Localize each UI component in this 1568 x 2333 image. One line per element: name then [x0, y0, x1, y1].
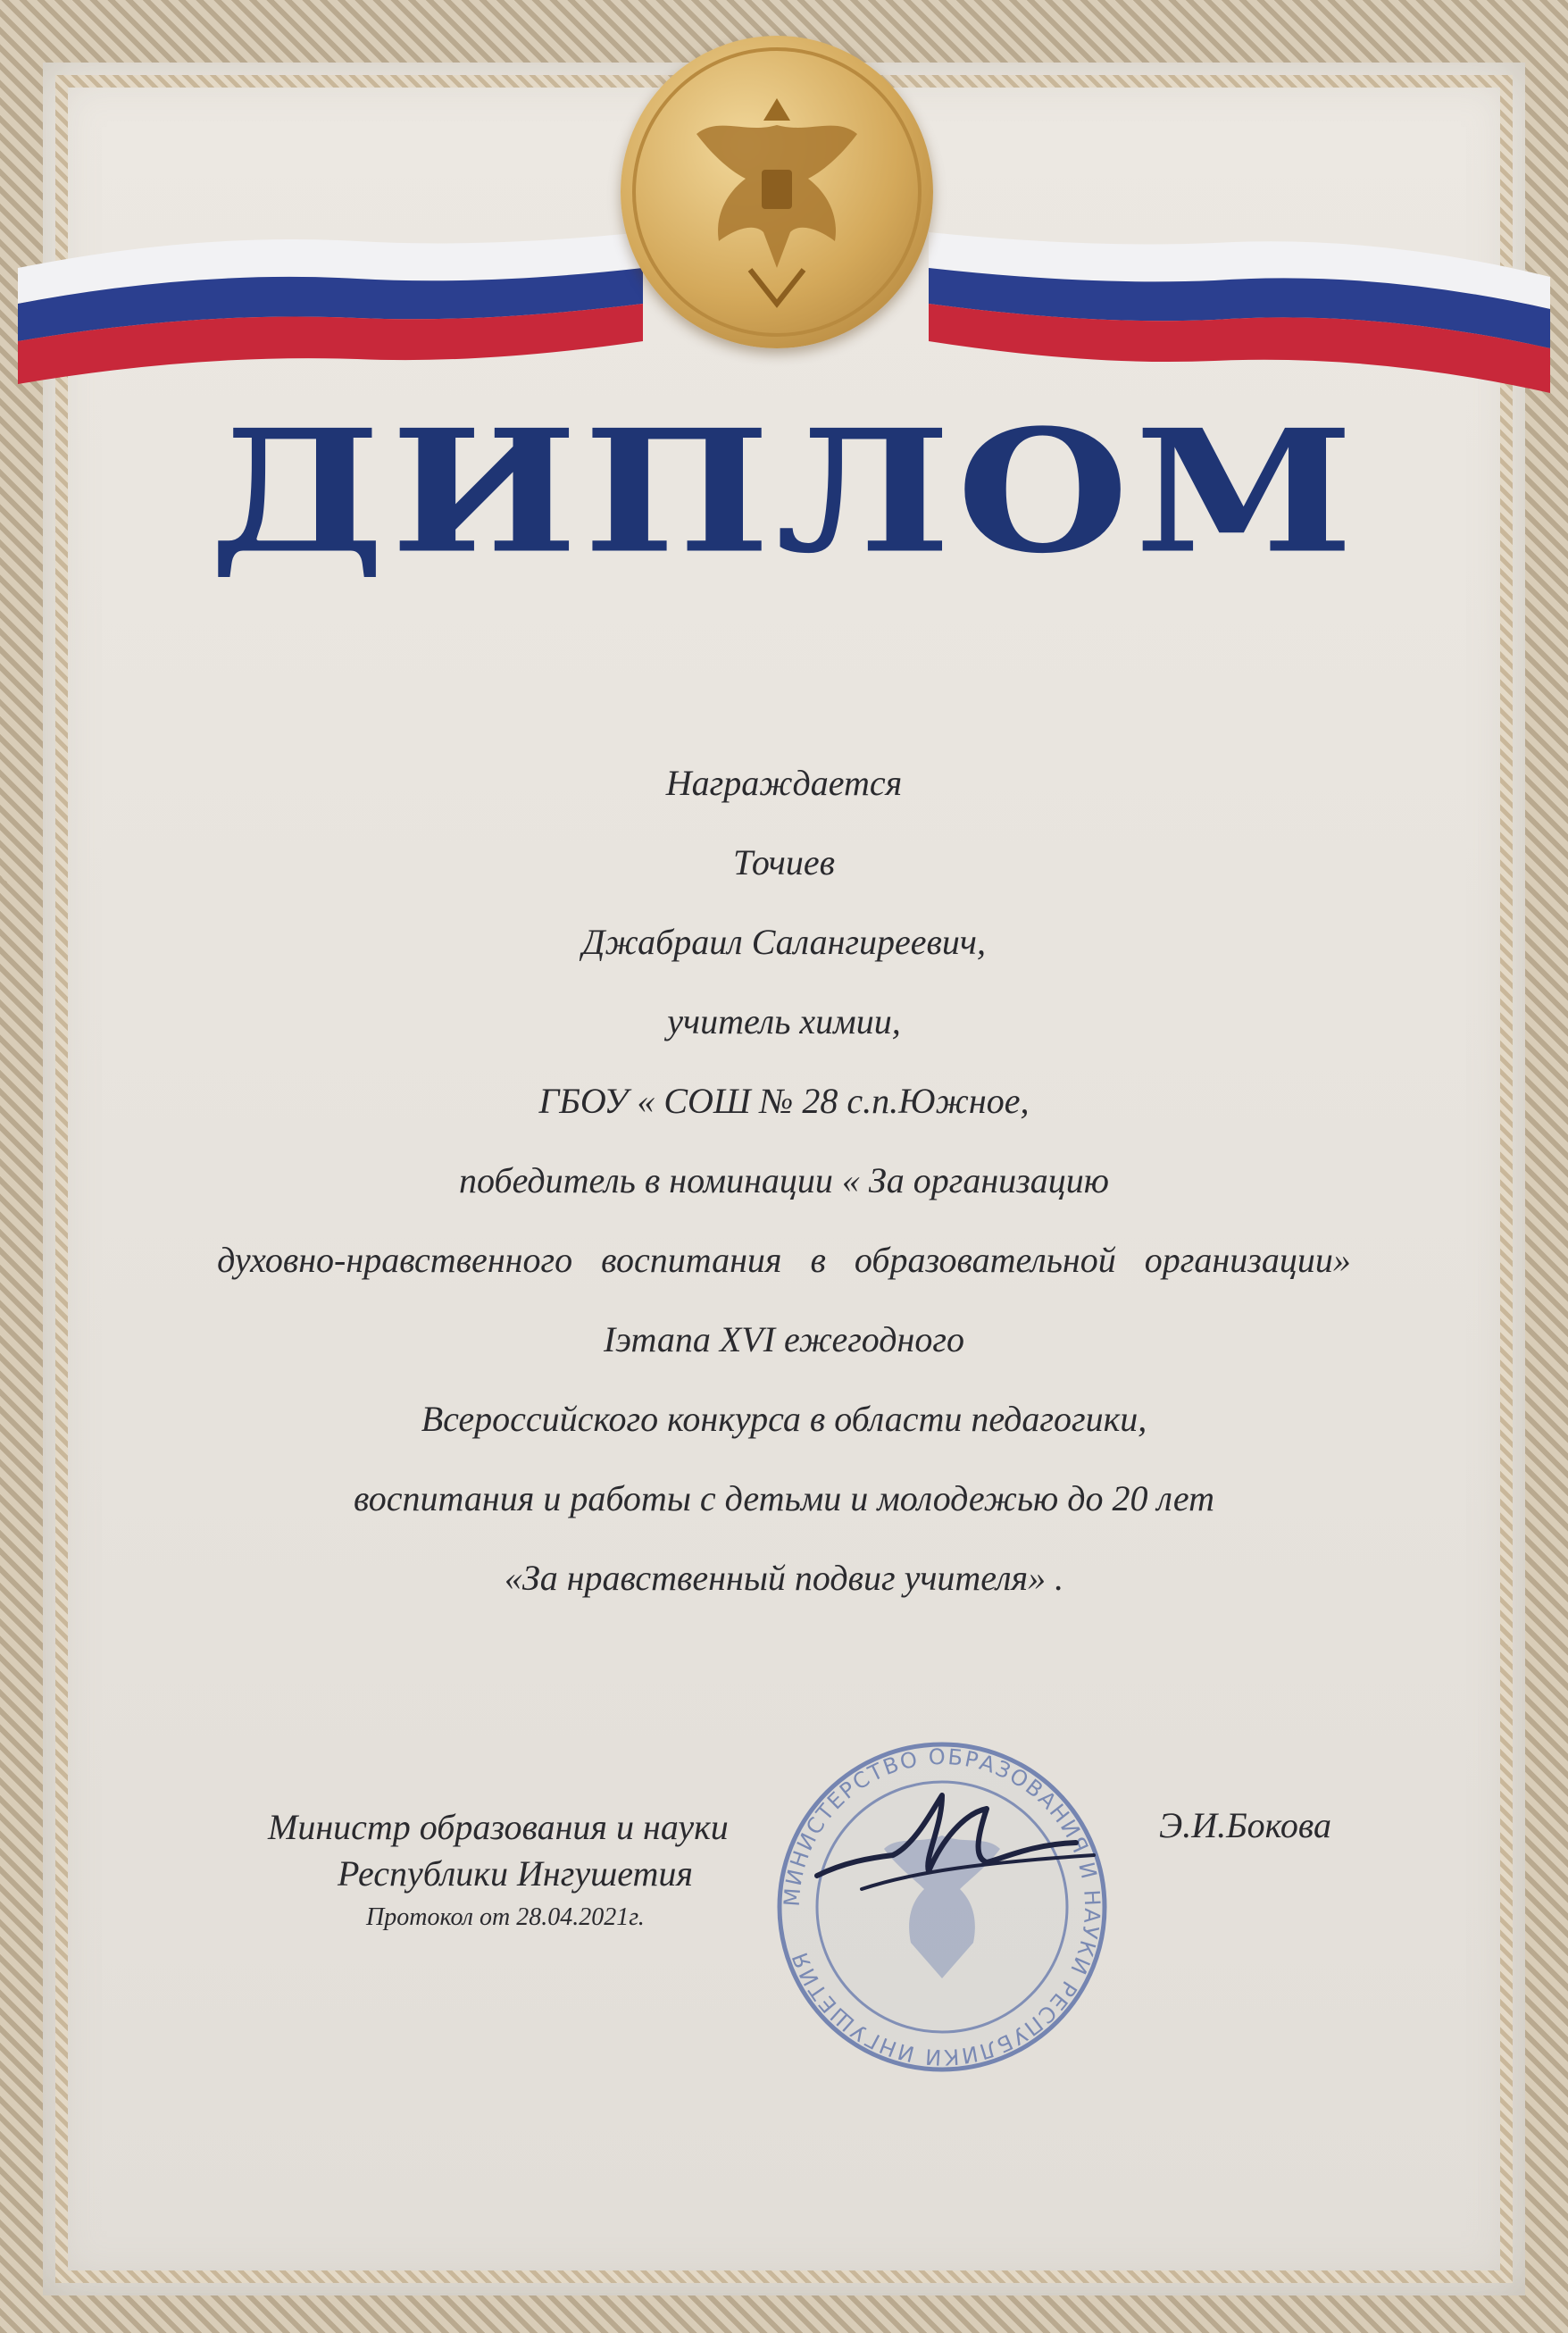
signatory-role-line-2: Республики Ингушетия — [338, 1853, 693, 1894]
protocol-date: Протокол от 28.04.2021г. — [366, 1903, 645, 1931]
recipient-position: учитель химии, — [667, 1001, 901, 1041]
double-headed-eagle-icon — [621, 36, 933, 348]
recipient-surname: Точиев — [733, 842, 835, 882]
signatory-name: Э.И.Бокова — [1159, 1805, 1331, 1845]
certificate-title: ДИПЛОМ — [208, 393, 1360, 591]
handwritten-signature — [808, 1773, 1103, 1907]
signatory-block — [268, 1804, 822, 1938]
contest-name-3: «За нравственный подвиг учителя» . — [504, 1558, 1064, 1598]
contest-name-1: Всероссийского конкурса в области педагогики, — [421, 1399, 1147, 1439]
certificate-body — [107, 743, 1461, 1618]
state-emblem — [621, 36, 933, 348]
award-intro: Награждается — [665, 763, 903, 803]
nomination-line-2: духовно-нравственного воспитания в образовательной организации» — [217, 1240, 1351, 1280]
contest-name-2: воспитания и работы с детьми и молодежью до 20 лет — [353, 1478, 1215, 1518]
signatory-role-line-1: Министр образования и науки — [268, 1807, 729, 1847]
recipient-name: Джабраил Салангиреевич, — [582, 922, 986, 962]
seal-text: МИНИСТЕРСТВО ОБРАЗОВАНИЯ И НАУКИ РЕСПУБЛИКИ ИНГУШЕТИЯ — [779, 1743, 1105, 2070]
recipient-school: ГБОУ « СОШ № 28 с.п.Южное, — [538, 1081, 1030, 1121]
contest-stage: Iэтапа XVI ежегодного — [604, 1319, 964, 1359]
nomination-line-1: победитель в номинации « За организацию — [459, 1160, 1109, 1200]
